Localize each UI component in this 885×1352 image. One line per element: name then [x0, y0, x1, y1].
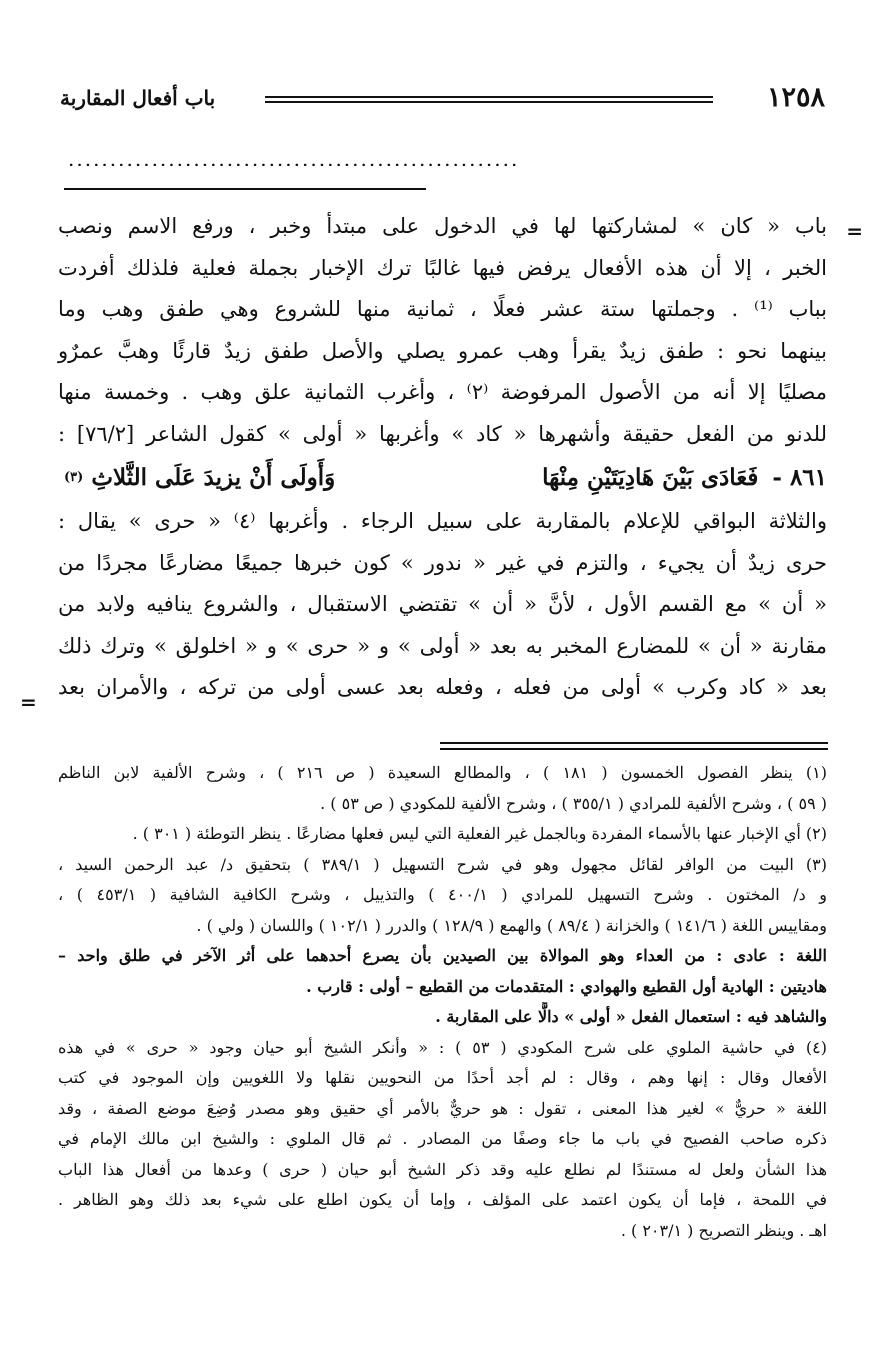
footnote-line: اللغة : عادى : من العداء وهو الموالاة بين الصيدين بأن يصرع أحدهما على أثر الآخر في طلق واحد – — [58, 946, 827, 965]
main-line: والثلاثة البواقي للإعلام بالمقاربة على سبيل الرجاء . وأغربها ⁽٤⁾ « حرى » يقال : — [58, 509, 827, 533]
footnote-line: الأفعال وقال : إنها وهم ، وقال : لم أجد أحدًا من النحويين نقلها ولا اللغويين وإن الموجود في كتب — [58, 1068, 827, 1087]
footnote-line: ومقاييس اللغة ( ١٤١/٦ ) والخزانة ( ٨٩/٤ ) والهمع ( ١٢٨/٩ ) والدرر ( ١٠٢/١ ) واللسان ( ولي ) . — [196, 915, 827, 935]
footnote-line: في اللمحة ، فإما أن يكون اعتمد على المؤلف ، وإما أن يكون اطلع على شيء بعد ذلك وهو الظاهر . — [58, 1190, 827, 1209]
main-line: للدنو من الفعل حقيقة وأشهرها « كاد » وأغربها « أولى » كقول الشاعر [٧٦/٢] : — [58, 421, 827, 446]
footnote-line: هاديتين : الهادية أول القطيع والهوادي : المتقدمات من القطيع – أولى : قارب . — [306, 976, 827, 996]
footnote-line: (٣) البيت من الوافر لقائل مجهول وهو في شرح التسهيل ( ٣٨٩/١ ) بتحقيق د/ عبد الرحمن السيد ، — [58, 854, 827, 874]
main-line: الخبر ، إلا أن هذه الأفعال يرفض فيها غالبًا ترك الإخبار بجملة فعلية فلذلك أفردت — [58, 255, 827, 280]
header-rule — [265, 96, 713, 103]
footnote-line: والشاهد فيه : استعمال الفعل « أولى » دالًّا على المقاربة . — [435, 1007, 827, 1026]
verse-second-hemistich: وَأَولَى أَنْ يزيدَ عَلَى الثَّلاثِ — [91, 464, 336, 491]
footnote-line: اللغة « حريٌّ » لغير هذا المعنى ، تقول : هو حريٌّ بالأمر أي حقيق وهو مصدر وُضِعَ موضع الصفة ، وقد — [58, 1098, 827, 1118]
footnote-line: (٤) في حاشية الملوي على شرح المكودي ( ٥٣ ) : « وأنكر الشيخ أبو حيان وجود « حرى » في هذه — [58, 1037, 827, 1057]
top-rule — [64, 188, 426, 190]
main-line: بينهما نحو : طفق زيدٌ يقرأ وهب عمرو يصلي والأصل طفق زيدٌ قارئًا وهبَّ عمرٌو — [58, 338, 827, 363]
verse-number: ٨٦١ - — [772, 464, 827, 491]
footnote-rule — [440, 742, 828, 750]
chapter-title: باب أفعال المقاربة — [60, 86, 216, 110]
footnotes — [58, 758, 827, 1246]
continuation-mark-start: = — [846, 219, 863, 243]
poetry-verse — [58, 455, 827, 501]
verse-first-hemistich: فَعَادَى بَيْنَ هَادِيَتَيْنِ مِنْهَا — [542, 464, 759, 491]
footnote-line: اهـ . وينظر التصريح ( ٢٠٣/١ ) . — [620, 1220, 827, 1240]
footnote-line: (١) ينظر الفصول الخمسون ( ١٨١ ) ، والمطالع السعيدة ( ص ٢١٦ ) ، وشرح الألفية لابن الناظم — [58, 763, 827, 782]
separator-dots: ...................................................... — [68, 152, 520, 166]
footnote-line: و د/ المختون . وشرح التسهيل للمرادي ( ٤٠٠/١ ) والتذييل ، وشرح الكافية الشافية ( ٤٥٣/١ ) ، — [58, 885, 827, 904]
main-line: مصليًا إلا أنه من الأصول المرفوضة ⁽٢⁾ ، وأغرب الثمانية علق وهب . وخمسة منها — [58, 380, 827, 404]
main-line: باب « كان » لمشاركتها لها في الدخول على مبتدأ وخبر ، ورفع الاسم ونصب — [58, 214, 827, 238]
main-line: مقارنة « أن » للمضارع المخبر به بعد « أولى » و « حرى » و « اخلولق » وترك ذلك — [58, 633, 827, 658]
page-number: ١٢٥٨ — [766, 82, 825, 113]
main-line: « أن » مع القسم الأول ، لأنَّ « أن » تقتضي الاستقبال ، والشروع ينافيه ولابد من — [58, 592, 827, 616]
main-line: بباب ⁽¹⁾ . وجملتها ستة عشر فعلًا ، ثمانية منها للشروع وهي طفق وهب وما — [58, 297, 827, 321]
main-line: حرى زيدٌ أن يجيء ، والتزم في غير « ندور » كون خبرها جميعًا مضارعًا مجردًا من — [58, 550, 827, 575]
main-line: بعد « كاد وكرب » أولى من فعله ، وفعله بعد عسى أولى من تركه ، والأمران بعد — [58, 675, 827, 699]
footnote-line: (٢) أي الإخبار عنها بالأسماء المفردة وبالجمل غير الفعلية التي ليس فعلها مضارعًا . ينظر التوطئة ( ٣٠١ ) . — [132, 824, 827, 843]
continuation-mark-end: = — [20, 690, 37, 714]
verse-footnote-ref: (٣) — [64, 470, 84, 485]
footnote-line: ( ٥٩ ) ، وشرح الألفية للمرادي ( ٣٥٥/١ ) ، وشرح الألفية للمكودي ( ص ٥٣ ) . — [320, 793, 827, 813]
footnote-line: هذا الشأن ولعل له مستندًا لم نطلع عليه وقد ذكر الشيخ أبو حيان ( حرى ) وعدها من أفعال هذا الباب — [58, 1159, 827, 1179]
main-text — [58, 206, 827, 709]
page-header — [60, 82, 825, 122]
footnote-line: ذكره صاحب الفصيح في باب ما جاء وصفًا من المصادر . ثم قال الملوي : والشيخ ابن مالك الإمام في — [58, 1129, 827, 1148]
